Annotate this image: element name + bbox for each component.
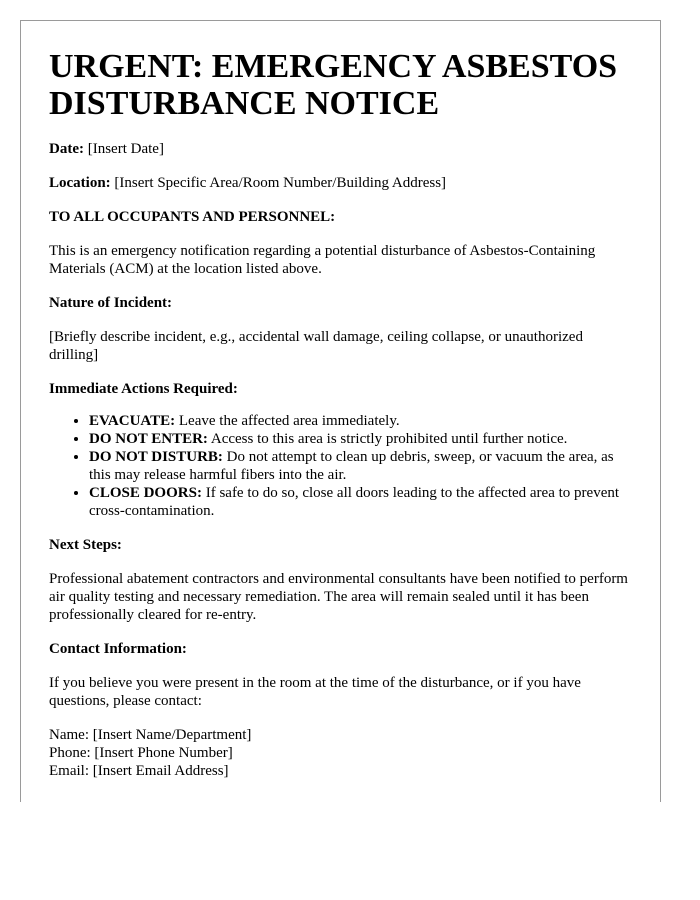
action-text: Leave the affected area immediately. (178, 413, 400, 429)
incident-text: [Briefly describe incident, e.g., accidental wall damage, ceiling collapse, or unauthorized drilling] (49, 329, 583, 363)
action-item-do-not-disturb (89, 448, 632, 484)
contact-name-value: [Insert Name/Department] (92, 727, 252, 743)
action-label: DO NOT DISTURB: (89, 449, 223, 465)
audience-heading: TO ALL OCCUPANTS AND PERSONNEL: (49, 209, 336, 225)
date-line (49, 140, 632, 158)
action-text: If safe to do so, close all doors leading to the affected area to prevent cross-contamination. (89, 485, 620, 519)
action-item-close-doors (89, 484, 632, 520)
location-line (49, 174, 632, 192)
date-label: Date: (49, 141, 84, 157)
actions-list (49, 412, 632, 520)
contact-heading: Contact Information: (49, 641, 187, 657)
action-item-evacuate (89, 412, 632, 430)
actions-heading: Immediate Actions Required: (49, 381, 238, 397)
contact-email-value: [Insert Email Address] (92, 763, 229, 779)
action-label: EVACUATE: (89, 413, 176, 429)
action-item-do-not-enter (89, 430, 632, 448)
location-label: Location: (49, 175, 111, 191)
contact-email-label: Email: (49, 763, 89, 779)
contact-phone-label: Phone: (49, 745, 91, 761)
location-value: [Insert Specific Area/Room Number/Building Address] (114, 175, 447, 191)
contact-email-line (49, 762, 632, 780)
contact-details (49, 726, 632, 780)
contact-text: If you believe you were present in the room at the time of the disturbance, or if you have questions, please contact: (49, 675, 581, 709)
notice-title: URGENT: EMERGENCY ASBESTOS DISTURBANCE NOTICE (49, 48, 618, 122)
contact-phone-line (49, 744, 632, 762)
date-value: [Insert Date] (87, 141, 164, 157)
next-steps-heading: Next Steps: (49, 537, 122, 553)
action-label: DO NOT ENTER: (89, 431, 208, 447)
contact-name-line (49, 726, 632, 744)
notice-document (20, 20, 661, 802)
contact-phone-value: [Insert Phone Number] (94, 745, 233, 761)
intro-paragraph: This is an emergency notification regarding a potential disturbance of Asbestos-Containing Materials (ACM) at the location listed above. (49, 243, 596, 277)
contact-name-label: Name: (49, 727, 89, 743)
action-text: Do not attempt to clean up debris, sweep, or vacuum the area, as this may release harmful fibers into the air. (89, 449, 614, 483)
incident-heading: Nature of Incident: (49, 295, 173, 311)
action-text: Access to this area is strictly prohibited until further notice. (210, 431, 568, 447)
next-steps-text: Professional abatement contractors and environmental consultants have been notified to perform air quality testing and necessary remediation. The area will remain sealed until it has been professionally cleared for re-entry. (49, 571, 628, 623)
action-label: CLOSE DOORS: (89, 485, 202, 501)
